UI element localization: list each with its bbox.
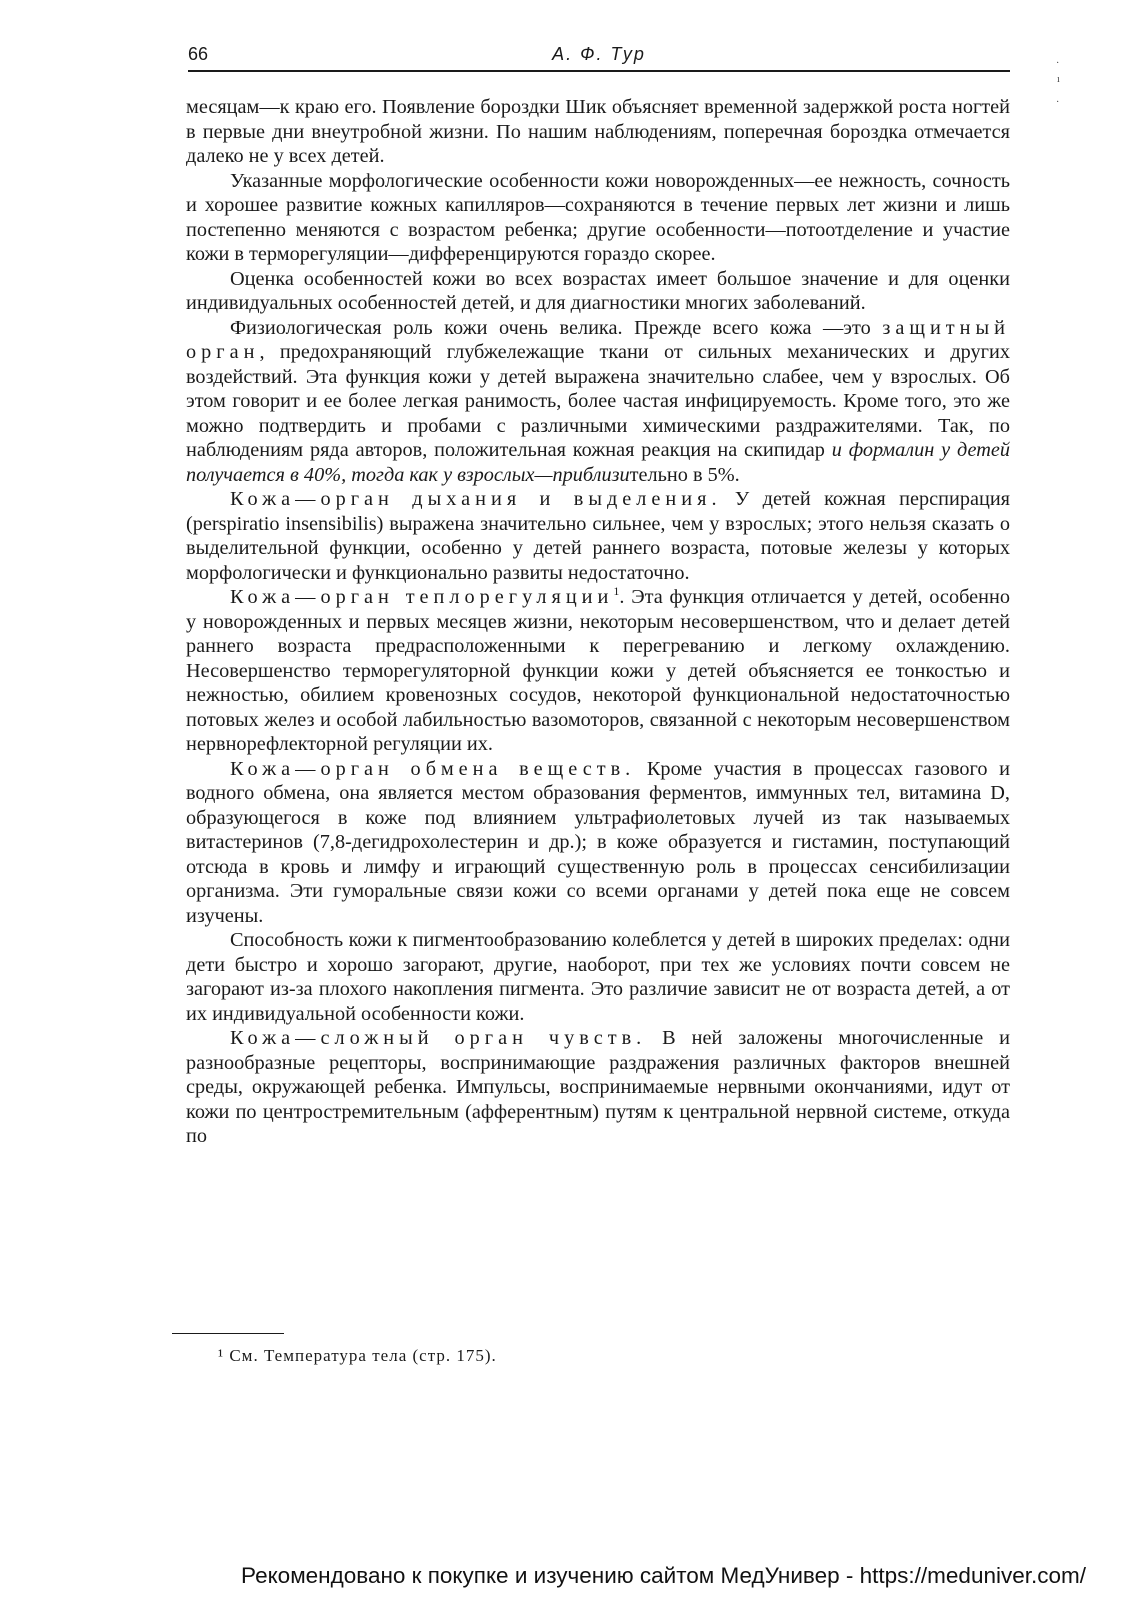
paragraph-4	[186, 316, 1010, 488]
paragraph-text: Кроме участия в процессах газового и водного обмена, она является местом образования ферментов, иммунных тел, витамина D, образующегося в коже под влиянием ультрафиолетовых лучей из так называемых витастеринов (7,8-дегидрохолестерин и др.); в коже образуется и гистамин, поступающий отсюда в кровь и лимфу и играющий существенную роль в процессах сенсибилизации организма. Эти гуморальные связи кожи со всеми органами у детей пока еще не совсем изучены.	[186, 757, 1010, 927]
italic-text: и формалин у детей получается в 40%, тогда как у взрослых—приблизи	[186, 439, 1010, 486]
spaced-term: Кожа—орган дыхания и выделения.	[230, 488, 722, 510]
spaced-term: Кожа—сложный орган чувств.	[230, 1027, 647, 1049]
body-text	[186, 95, 1010, 1149]
margin-mark: ·	[1056, 58, 1060, 69]
running-head: А. Ф. Тур	[552, 44, 646, 64]
paragraph-lead: Физиологическая роль кожи очень велика. Прежде всего кожа —это	[230, 316, 883, 339]
paragraph-text: В ней заложены многочисленные и разнообразные рецепторы, воспринимающие раздражения различных факторов внешней среды, окружающей ребенка. Импульсы, воспринимаемые нервными окончаниями, идут от кожи по центростремительным (афферентным) путям к центральной нервной системе, откуда по	[186, 1027, 1010, 1147]
spaced-term: Кожа—орган теплорегуляции	[230, 586, 614, 608]
paragraph-8	[186, 928, 1010, 1026]
footnote-ref: 1	[613, 584, 620, 599]
paragraph-5	[186, 487, 1010, 585]
margin-mark: ı	[1057, 74, 1060, 85]
paragraph-text: . Эта функция отличается у детей, особенно у новорожденных и первых месяцев жизни, некоторым несовершенством, что и делает детей раннего возраста предрасположенными к перегреванию и легкому охлаждению. Несовершенство терморегуляторной функции кожи у детей объясняется ее тонкостью и нежностью, обилием кровенозных сосудов, некоторой функциональной недостаточностью потовых желез и особой лабильностью вазомоторов, связанной с некоторым несовершенством нервнорефлекторной регуляции их.	[186, 586, 1010, 755]
spaced-term: защитный орган	[186, 316, 1010, 363]
paragraph-2	[186, 169, 1010, 267]
paragraph-text: Указанные морфологические особенности кожи новорожденных—ее нежность, сочность и хорошее развитие кожных капилляров—сохраняются в течение первых лет жизни и лишь постепенно меняются с возрастом ребенка; другие особенности—потоотделение и участие кожи в терморегуляции—дифференцируются гораздо скорее.	[186, 169, 1010, 265]
paragraph-text: Оценка особенностей кожи во всех возрастах имеет большое значение и для оценки индивидуальных особенностей детей, и для диагностики многих заболеваний.	[186, 267, 1010, 314]
paragraph-text: месяцам—к краю его. Появление бороздки Шик объясняет временной задержкой роста ногтей в первые дни внеутробной жизни. По нашим наблюдениям, поперечная бороздка отмечается далеко не у всех детей.	[186, 96, 1010, 167]
paragraph-7	[186, 757, 1010, 929]
paragraph-9	[186, 1026, 1010, 1149]
footnote: ¹ См. Температура тела (стр. 175).	[218, 1346, 497, 1365]
paragraph-1	[186, 95, 1010, 169]
footer-recommendation: Рекомендовано к покупке и изучению сайтом МедУнивер - https://meduniver.com/	[241, 1563, 1086, 1588]
paragraph-tail: тельно в 5%.	[629, 463, 740, 486]
paragraph-text: У детей кожная перспирация (perspiratio insensibilis) выражена значительно сильнее, чем у взрослых; этого нельзя сказать о выделительной функции, особенно у детей раннего возраста, потовые железы у которых морфологически и функционально развиты недостаточно.	[186, 488, 1011, 584]
paragraph-6	[186, 585, 1010, 757]
paragraph-3	[186, 267, 1010, 316]
page-header	[188, 44, 1010, 72]
footnote-divider	[172, 1333, 284, 1334]
page-number: 66	[188, 44, 209, 64]
paragraph-text: Способность кожи к пигментообразованию колеблется у детей в широких пределах: одни дети быстро и хорошо загорают, другие, наоборот, при тех же условиях почти совсем не загорают из-за плохого накопления пигмента. Это различие зависит не от возраста детей, а от их индивидуальной особенности кожи.	[186, 929, 1010, 1025]
paragraph-text: , предохраняющий глубжележащие ткани от сильных механических и других воздействий. Эта функция кожи у детей выражена значительно слабее, чем у взрослых. Об этом говорит и ее более легкая ранимость, более частая инфицируемость. Кроме того, это же можно подтвердить и пробами с различными химическими раздражителями. Так, по наблюдениям ряда авторов, положительная кожная реакция на скипидар	[186, 341, 1010, 461]
margin-mark: ·	[1056, 97, 1060, 108]
spaced-term: Кожа—орган обмена веществ.	[230, 757, 636, 780]
